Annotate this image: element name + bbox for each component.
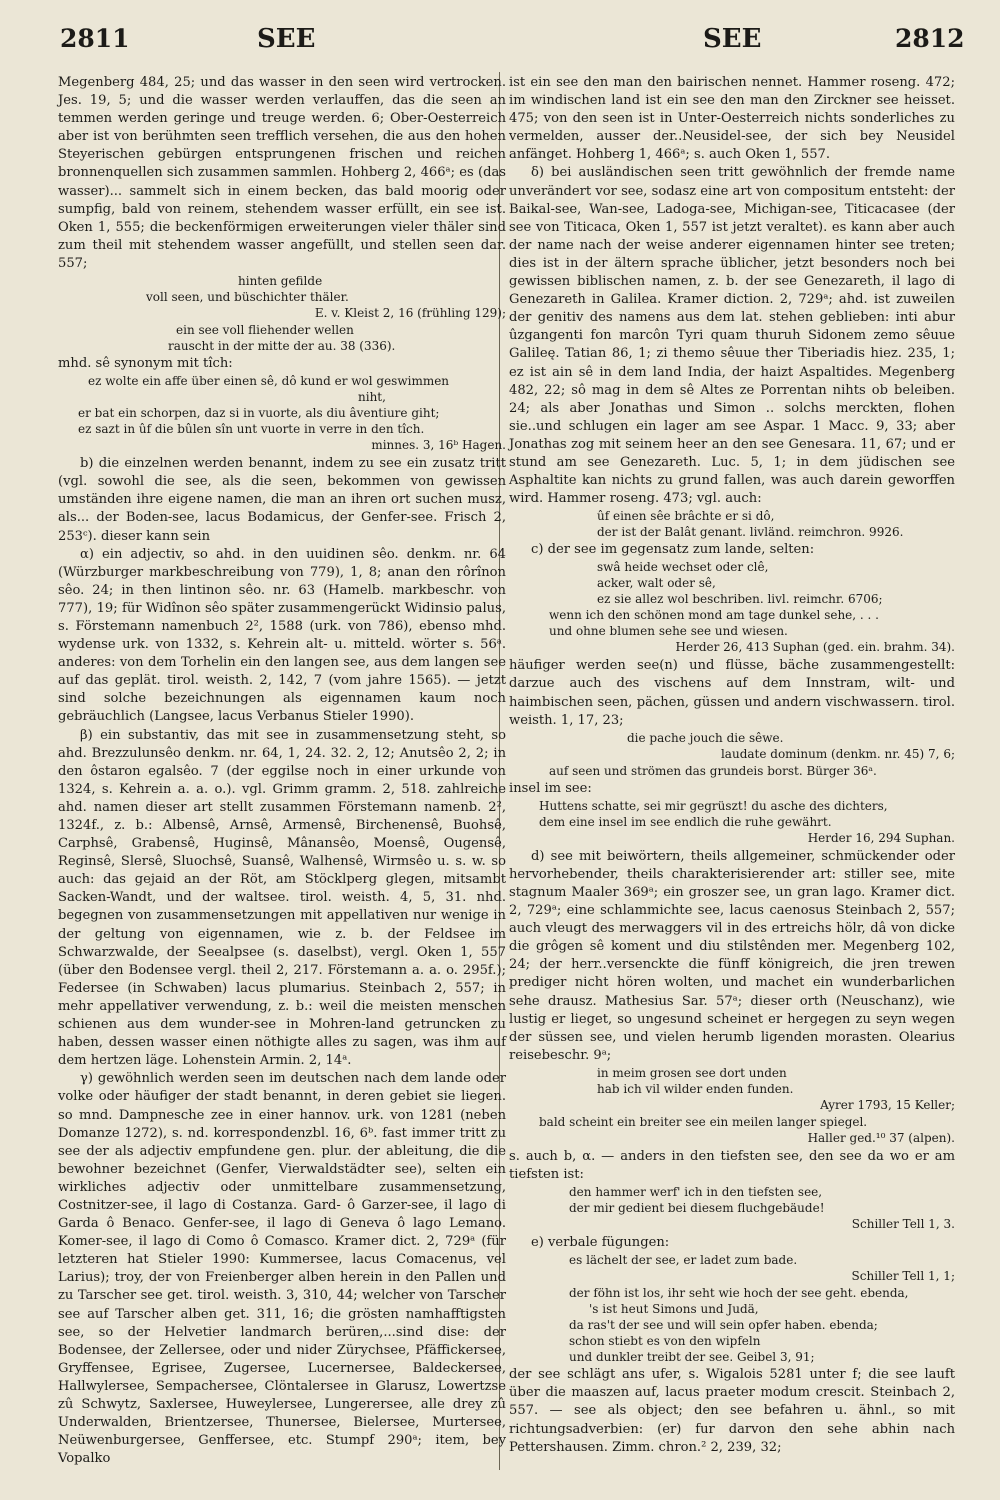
paragraph: der see schlägt ans ufer, s. Wigalois 5281 unter f; die see lauft über die maaszen auf, lacus praeter modum crescit. Steinbach 2, 557. — see als object; den see befahren u. ähnl., so mit richtungsadverbien: (er) fur darvon den sehe abhin nach Pettershausen. Zimm. chron.² 2, 239, 32; [509, 1367, 955, 1455]
left-headword: SEE [257, 24, 316, 54]
citation: laudate dominum (denkm. nr. 45) 7, 6; [720, 746, 955, 761]
quote-line: in meim grosen see dort unden [597, 1065, 787, 1080]
quote-line: swâ heide wechset oder clê, [597, 560, 769, 575]
quote-line: und ohne blumen sehe see und wiesen. [549, 624, 788, 639]
paragraph: Megenberg 484, 25; und das wasser in den seen wird vertrocken. Jes. 19, 5; und die wasser werden verlauffen, das die seen an temmen werden geringe und treuge werden. 6; Ober-Oesterreich aber ist von berühmten seen trefflich versehen, die aus den hohen Steyerischen gebürgen entsprungenen frischen und reichen bronnenquellen sich zusammen sammlen. Hohberg 2, 466ᵃ; es (das wasser)... sammelt sich in einem becken, das bald moorig oder sumpfig, bald von reinem, stehendem wasser erfüllt, ein see ist. Oken 1, 555; die beckenförmigen erweiterungen vieler thäler sind zum theil mit stehendem wasser angefüllt, und stellen seen dar. 557; [58, 75, 506, 271]
paragraph: α) ein adjectiv, so ahd. in den uuidinen sêo. denkm. nr. 64 (Würzburger markbeschreibung von 779), 1, 8; anan den rôrînon sêo. 24; in then lintinon sêo. nr. 63 (Hamelb. markbeschr. von 777), 19; für Widînon sêo später zusammengerückt Widinsio palus, s. Förstemann namenbuch 2², 1588 (urk. von 786), ebenso mhd. wydense urk. von 1332, s. Kehrein alt- u. mitteld. wörter s. 56ᵃ. anderes: von dem Torhelin ein den langen see, aus dem langen see auf das geplät. tirol. weisth. 2, 142, 7 (vom jahre 1565). — jetzt sind solche bezeichnungen als eigennamen kaum noch gebräuchlich (Langsee, lacus Verbanus Stieler 1990). [58, 546, 506, 725]
quote-line: 's ist heut Simons und Judä, [589, 1302, 759, 1317]
quote-line: bald scheint ein breiter see ein meilen langer spiegel. [539, 1114, 868, 1129]
paragraph: δ) bei ausländischen seen tritt gewöhnlich der fremde name unverändert vor see, sodasz eine art von compositum entsteht: der Baikal-see, Wan-see, Ladoga-see, Michigan-see, Titicacasee (der see von Titicaca, Oken 1, 557 ist jetzt veraltet). es kann aber auch der name nach der weise anderer eigennamen hinter see treten; dies ist in der ältern sprache üblicher, jetzt besonders noch bei gewissen biblischen namen, z. b. der see Genezareth, il lago di Genezareth in Galilea. Kramer diction. 2, 729ᵃ; ahd. ist zuweilen der genitiv des namens aus dem lat. stehen geblieben: inti abur ûzgangenti fon marcôn Tyri quam thuruh Sidonem zemo sêuue Galileę. Tatian 86, 1; zi themo sêuue ther Tiberiadis hiez. 235, 1; ez ist ain sê in dem land India, der haizt Aspaltides. Megenberg 482, 22; sô mag in dem sê Altes ze Porrentan nihts ob beleiben. 24; als aber Jonathas und Simon .. solchs merckten, flohen sie..und schlugen ein lager am see Aspar. 1 Macc. 9, 33; aber Jonathas zog mit seinem heer an den see Genesara. 11, 67; und er stund am see Genezareth. Luc. 5, 1; in dem jüdischen see Asphaltite kan nichts zu grund fallen, was auch darein geworffen wird. Hammer roseng. 473; vgl. auch: [509, 165, 955, 507]
citation: Schiller Tell 1, 3. [851, 1217, 955, 1232]
quote-line: Huttens schatte, sei mir gegrüszt! du asche des dichters, [539, 798, 888, 813]
paragraph: e) verbale fügungen: [531, 1235, 670, 1251]
citation: E. v. Kleist 2, 16 (frühling 129); [314, 306, 506, 321]
paragraph: d) see mit beiwörtern, theils allgemeiner, schmückender oder hervorhebender, theils charakterisierender art: stiller see, mite stagnum Maaler 369ᵃ; ein groszer see, un gran lago. Kramer dict. 2, 729ᵃ; eine schlammichte see, lacus caenosus Steinbach 2, 557; auch vleugt des merwaggers vil in des ertreichs hölr, dâ von dicke die grôgen sê koment und diu stilstênden mer. Megenberg 102, 24; der herr..versenckte die fünff königreich, die jren trewen prediger nicht hören wolten, und machet ein wunderbarlichen sehe drausz. Mathesius Sar. 57ᵃ; dieser orth (Neuschanz), wie lustig er lieget, so ungesund scheinet er hergegen zu seyn wegen der süssen see, und vielen herumb ligenden morasten. Olearius reisebeschr. 9ᵃ; [509, 848, 955, 1063]
paragraph: häufiger werden see(n) und flüsse, bäche zusammengestellt: darzue auch des vischens auf dem Innstram, wilt- und haimbischen seen, pächen, güssen und andern vischwassern. tirol. weisth. 1, 17, 23; [509, 658, 955, 728]
right-column [509, 74, 955, 1457]
paragraph: c) der see im gegensatz zum lande, selten: [531, 542, 815, 558]
quote-line: auf seen und strömen das grundeis borst. Bürger 36ᵃ. [549, 763, 877, 778]
quote-line: da ras't der see und will sein opfer haben. ebenda; [569, 1318, 878, 1333]
quote-line: der föhn ist los, ihr seht wie hoch der see geht. ebenda, [569, 1286, 909, 1301]
quote-line: es lächelt der see, er ladet zum bade. [569, 1253, 798, 1268]
right-page-number: 2812 [895, 24, 965, 53]
quote-line: schon stiebt es von den wipfeln [569, 1334, 761, 1349]
citation: Haller ged.¹⁰ 37 (alpen). [807, 1130, 955, 1145]
paragraph: insel im see: [509, 780, 592, 796]
paragraph: b) die einzelnen werden benannt, indem zu see ein zusatz tritt (vgl. sowohl die see, als die seen, bekommen von gewissen umständen ihre eigene namen, die man an ihren ort suchen musz, als... der Boden-see, lacus Bodamicus, der Genfer-see. Frisch 2, 253ᶜ). dieser kann sein [58, 456, 506, 544]
right-headword: SEE [703, 24, 762, 54]
quote-line: wenn ich den schönen mond am tage dunkel sehe, . . . [549, 608, 879, 623]
quote-line: und dunkler treibt der see. Geibel 3, 91; [569, 1350, 815, 1365]
quote-line: die pache jouch die sêwe. [627, 730, 784, 745]
quote-line: dem eine insel im see endlich die ruhe gewährt. [539, 814, 832, 829]
quote-line: hab ich vil wilder enden funden. [597, 1081, 794, 1096]
paragraph: γ) gewöhnlich werden seen im deutschen nach dem lande oder volke oder häufiger der stadt benannt, in deren gebiet sie liegen. so mnd. Dampnesche zee in einer hannov. urk. von 1281 (neben Domanze 1272), s. nd. korrespondenzbl. 16, 6ᵇ. fast immer tritt zu see der als adjectiv empfundene gen. plur. der ableitung, die die bewohner bezeichnet (Genfer, Vierwaldstädter see), selten ein wirkliches adjectiv oder unmittelbare zusammensetzung, Costnitzer-see, il lago di Costanza. Gard- ô Garzer-see, il lago di Garda ô Benaco. Genfer-see, il lago di Geneva ô lago Lemano. Komer-see, il lago di Como ô Comasco. Kramer dict. 2, 729ᵃ (für letzteren hat Stieler 1990: Kummersee, lacus Comacenus, vel Larius); troy, der von Freienberger alben herein in den Pallen und zu Tarscher see get. tirol. weisth. 3, 310, 44; welcher von Tarscher see auf Tarscher alben get. 311, 16; die grösten namhafftigsten see, so der Helvetier landmarch berüren,...sind dise: der Bodensee, der Zellersee, oder und nider Zürychsee, Pfäffickersee, Gryffensee, Egrisee, Zugersee, Lucernersee, Baldeckersee, Hallwylersee, Sempachersee, Clöntalersee in Glarusz, Lowertzse zû Schwytz, Saxlersee, Huweylersee, Lungerersee, alle drey zû Underwalden, Brientzersee, Thunersee, Bielersee, Murtersee, Neüwenburgersee, Genffersee, etc. Stumpf 290ᵃ; item, bey Vopalko [58, 1071, 506, 1467]
quote-line: ez sie allez wol beschriben. livl. reimchr. 6706; [597, 592, 883, 607]
quote-line: den hammer werf' ich in den tiefsten see, [569, 1185, 823, 1200]
quote-line: er bat ein schorpen, daz si in vuorte, als diu âventiure giht; [78, 406, 440, 421]
citation: Herder 16, 294 Suphan. [807, 830, 955, 845]
paragraph: ist ein see den man den bairischen nennet. Hammer roseng. 472; im windischen land ist ein see den man den Zirckner see heisset. 475; von den seen ist in Unter-Oesterreich nichts sonderliches zu vermelden, ausser der..Neusidel-see, der sich bey Neusidel anfänget. Hohberg 1, 466ᵃ; s. auch Oken 1, 557. [509, 75, 955, 163]
citation: Herder 26, 413 Suphan (ged. ein. brahm. 34). [675, 640, 955, 655]
quote-line: ez sazt in ûf die bûlen sîn unt vuorte in verre in den tîch. [78, 422, 425, 437]
quote-line: ez wolte ein affe über einen sê, dô kund er wol geswimmen [88, 374, 450, 389]
paragraph: mhd. sê synonym mit tîch: [58, 356, 233, 372]
quote-line: ûf einen sêe brâchte er si dô, [597, 509, 775, 524]
quote-line: voll seen, und büschichter thäler. [146, 290, 349, 305]
quote-line: rauscht in der mitte der au. 38 (336). [168, 339, 396, 354]
citation: minnes. 3, 16ᵇ Hagen. [371, 438, 506, 453]
quote-line: acker, walt oder sê, [597, 576, 716, 591]
citation: Ayrer 1793, 15 Keller; [820, 1097, 955, 1112]
left-column [58, 74, 506, 1468]
quote-line: der ist der Balât genant. livländ. reimchron. 9926. [597, 525, 904, 540]
quote-line: niht, [358, 390, 386, 405]
quote-line: der mir gedient bei diesem fluchgebäude! [569, 1201, 825, 1216]
quote-line: ein see voll fliehender wellen [176, 323, 354, 338]
paragraph: β) ein substantiv, das mit see in zusammensetzung steht, so ahd. Brezzulunsêo denkm. nr. 64, 1, 24. 32. 2, 12; Anutsêo 2, 2; in den ôstaron egalsêo. 7 (der eggilse noch in einer urkunde von 1324, s. Kehrein a. a. o.). vgl. Grimm gramm. 2, 518. zahlreiche ahd. namen dieser art stellt zusammen Förstemann namenb. 2², 1324f., z. b.: Albensê, Arnsê, Armensê, Birchenensê, Buohsê, Carphsê, Grabensê, Huginsê, Mânansêo, Moensê, Ougensê, Reginsê, Slersê, Sluochsê, Suansê, Walhensê, Wirmsêo u. s. w. so auch: das gejaid an der Röt, am Stöcklperg glegen, mitsambt Sacken-Wandt, und der waltsee. tirol. weisth. 4, 5, 31. nhd. begegnen von zusammensetzungen mit appellativen nur wenige in der geltung von eigennamen, wie z. b. der Feldsee im Schwarzwalde, der Seealpsee (s. daselbst), vergl. Oken 1, 557 (über den Bodensee vergl. theil 2, 217. Förstemann a. a. o. 295f.); Federsee (in Schwaben) lacus plumarius. Steinbach 2, 557; in mehr appellativer verwendung, z. b.: weil die meisten menschen schienen aus dem wunder-see in Mohren-land getruncken zu haben, dessen wasser einen nöthigte alles zu sagen, was ihm auf dem hertzen läge. Lohenstein Armin. 2, 14ᵃ. [58, 727, 506, 1069]
quote-line: hinten gefilde [238, 274, 323, 289]
left-page-number: 2811 [60, 24, 130, 53]
citation: Schiller Tell 1, 1; [851, 1269, 955, 1284]
paragraph: s. auch b, α. — anders in den tiefsten see, den see da wo er am tiefsten ist: [509, 1148, 955, 1183]
